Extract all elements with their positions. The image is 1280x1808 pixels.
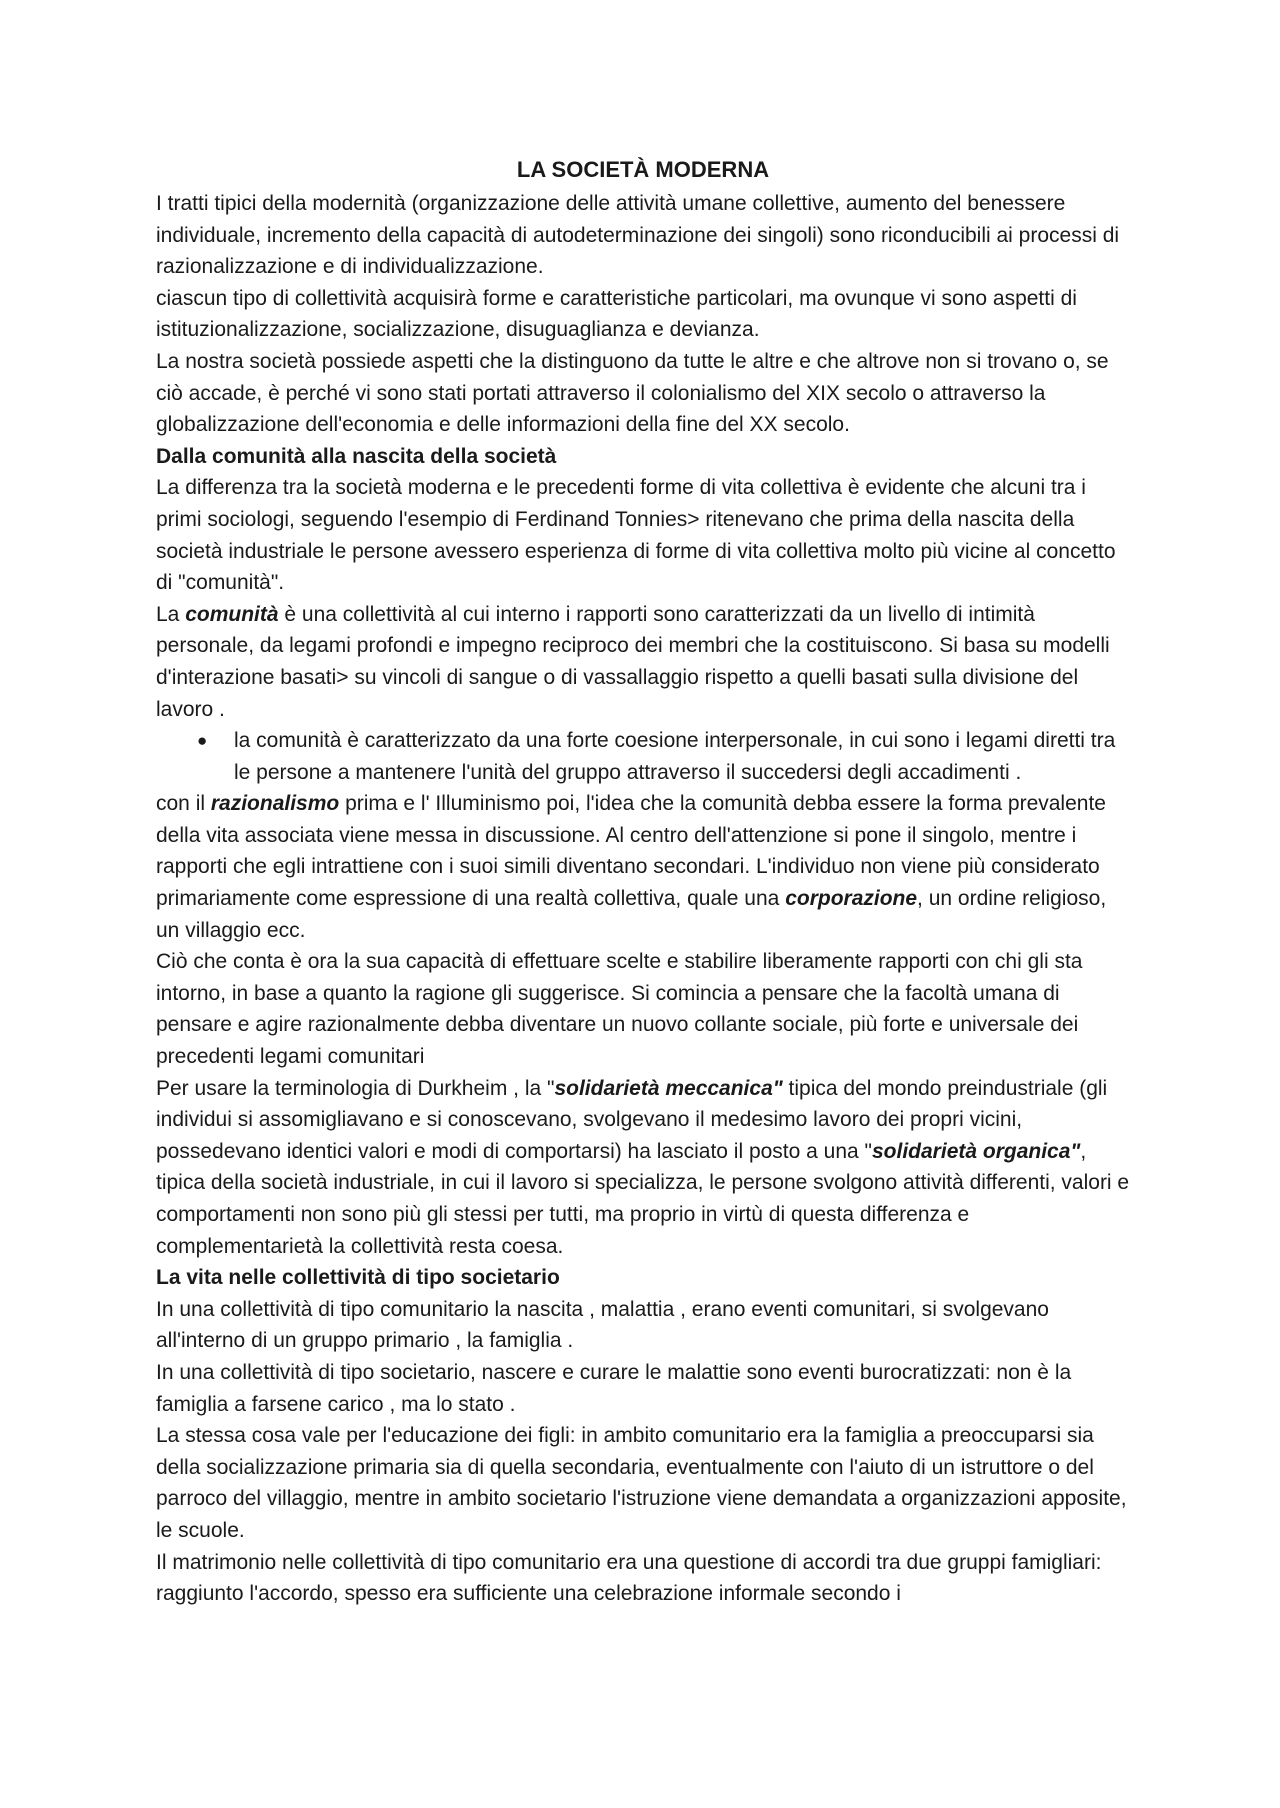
text-run: con il — [156, 792, 211, 816]
paragraph-2: ciascun tipo di collettività acquisirà forme e caratteristiche particolari, ma ovunque vi sono aspetti di istituzionalizzazione, socializzazione, disuguaglianza e devianza. — [156, 286, 1077, 342]
list-item — [156, 725, 1130, 788]
paragraph-8 — [156, 1073, 1130, 1263]
page-title: LA SOCIETÀ MODERNA — [516, 157, 770, 182]
section-heading-1: Dalla comunità alla nascita della società — [156, 444, 557, 468]
text-run: , un ordine religioso, un villaggio ecc. — [156, 887, 1107, 942]
text-run: Per usare la terminologia di Durkheim , la " — [156, 1076, 555, 1100]
paragraph-11: La stessa cosa vale per l'educazione dei figli: in ambito comunitario era la famiglia a preoccuparsi sia della socializzazione primaria sia di quella secondaria, eventualmente con l'aiuto di un istruttore o del parroco del villaggio, mentre in ambito societario l'istruzione viene demandata a organizzazioni apposite, le scuole. — [156, 1424, 1127, 1542]
paragraph-7: Ciò che conta è ora la sua capacità di effettuare scelte e stabilire liberamente rapporti con chi gli sta intorno, in base a quanto la ragione gli suggerisce. Si comincia a pensare che la facoltà umana di pensare e agire razionalmente debba diventare un nuovo collante sociale, più forte e universale dei precedenti legami comunitari — [156, 950, 1083, 1069]
paragraph-9: In una collettività di tipo comunitario la nascita , malattia , erano eventi comunitari, si svolgevano all'interno di un gruppo primario , la famiglia . — [156, 1297, 1049, 1353]
text-run: , tipica della società industriale, in cui il lavoro si specializza, le persone svolgono attività differenti, valori e comportamenti non sono più gli stessi per tutti, ma proprio in virtù di questa differenza e complementarietà la collettività resta coesa. — [156, 1139, 1130, 1258]
emphasis-term-solidarieta-meccanica: solidarietà meccanica" — [554, 1076, 783, 1100]
paragraph-5 — [156, 599, 1130, 725]
emphasis-term-corporazione: corporazione — [785, 887, 918, 911]
paragraph-6 — [156, 788, 1130, 946]
text-run: La — [156, 602, 186, 626]
list-item-text: la comunità è caratterizzato da una forte coesione interpersonale, in cui sono i legami diretti tra le persone a mantenere l'unità del gruppo attraverso il succedersi degli accadimenti . — [234, 729, 1116, 784]
paragraph-12: Il matrimonio nelle collettività di tipo comunitario era una questione di accordi tra due gruppi famigliari: raggiunto l'accordo, spesso era sufficiente una celebrazione informale secondo i — [156, 1550, 1102, 1606]
bullet-list — [156, 725, 1130, 788]
emphasis-term-razionalismo: razionalismo — [210, 792, 340, 816]
text-run: prima e l' Illuminismo poi, l'idea che la comunità debba essere la forma prevalente della vita associata viene messa in discussione. Al centro dell'attenzione si pone il singolo, mentre i rapporti che egli intrattiene con i suoi simili diventano secondari. L'individuo non viene più considerato primariamente come espressione di una realtà collettiva, quale una — [156, 792, 1106, 911]
paragraph-1: I tratti tipici della modernità (organizzazione delle attività umane collettive, aumento del benessere individuale, incremento della capacità di autodeterminazione dei singoli) sono riconducibili ai processi di razionalizzazione e di individualizzazione. — [156, 192, 1120, 279]
paragraph-3: La nostra società possiede aspetti che la distinguono da tutte le altre e che altrove non si trovano o, se ciò accade, è perché vi sono stati portati attraverso il colonialismo del XIX secolo o attraverso la globalizzazione dell'economia e delle informazioni della fine del XX secolo. — [156, 349, 1109, 437]
section-heading-2: La vita nelle collettività di tipo societario — [156, 1266, 560, 1290]
paragraph-10: In una collettività di tipo societario, nascere e curare le malattie sono eventi burocratizzati: non è la famiglia a farsene carico , ma lo stato . — [156, 1360, 1072, 1416]
bullet-icon: ● — [197, 731, 208, 751]
text-run: è una collettività al cui interno i rapporti sono caratterizzati da un livello di intimità personale, da legami profondi e impegno reciproco dei membri che la costituiscono. Si basa su modelli d'interazione basati> su vincoli di sangue o di vassallaggio rispetto a quelli basati sulla divisione del lavoro . — [156, 602, 1110, 721]
paragraph-4: La differenza tra la società moderna e le precedenti forme di vita collettiva è evidente che alcuni tra i primi sociologi, seguendo l'esempio di Ferdinand Tonnies> ritenevano che prima della nascita della società industriale le persone avessero esperienza di forme di vita collettiva molto più vicine al concetto di "comunità". — [156, 476, 1116, 595]
text-run: tipica del mondo preindustriale (gli individui si assomigliavano e si conoscevano, svolgevano il medesimo lavoro dei propri vicini, possedevano identici valori e modi di comportarsi) ha lasciato il posto a una " — [156, 1076, 1108, 1163]
emphasis-term-comunita: comunità — [185, 602, 279, 626]
emphasis-term-solidarieta-organica: solidarietà organica" — [872, 1139, 1081, 1163]
